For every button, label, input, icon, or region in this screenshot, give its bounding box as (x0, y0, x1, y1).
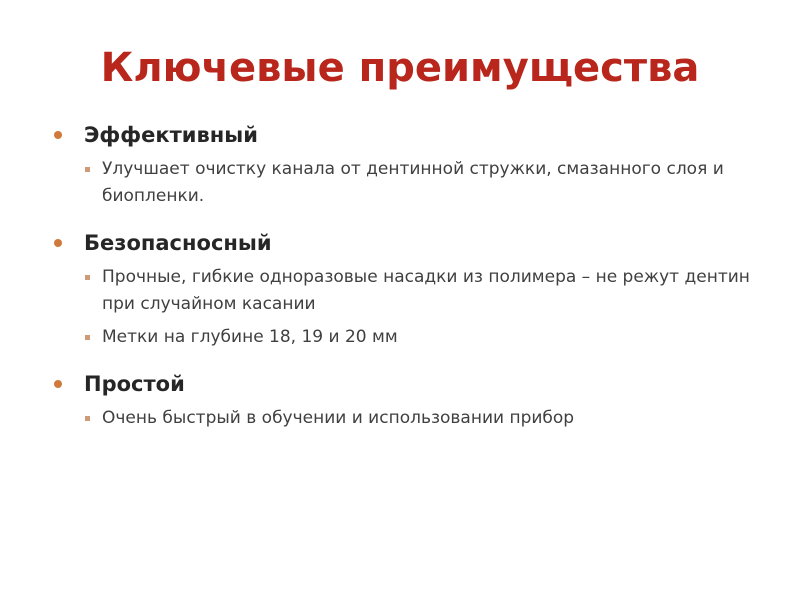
bullet-heading (50, 228, 750, 258)
bullet-dot-icon (54, 239, 62, 247)
sub-bullet-item (50, 156, 750, 210)
square-bullet-icon (85, 275, 90, 280)
sub-bullet-text: Очень быстрый в обучении и использовании прибор (102, 408, 575, 428)
slide-content (50, 120, 750, 450)
section-simple (50, 369, 750, 432)
square-bullet-icon (85, 167, 90, 172)
section-safe (50, 228, 750, 351)
sub-bullet-text: Улучшает очистку канала от дентинной стружки, смазанного слоя и биопленки. (102, 159, 724, 206)
bullet-dot-icon (54, 380, 62, 388)
slide-title: Ключевые преимущества (100, 45, 700, 91)
square-bullet-icon (85, 335, 90, 340)
heading-text: Простой (84, 372, 185, 396)
heading-text: Эффективный (84, 123, 258, 147)
bullet-heading (50, 120, 750, 150)
sub-bullet-text: Метки на глубине 18, 19 и 20 мм (102, 327, 398, 347)
sub-bullet-item (50, 324, 750, 351)
square-bullet-icon (85, 416, 90, 421)
section-effective (50, 120, 750, 210)
sub-bullet-text: Прочные, гибкие одноразовые насадки из полимера – не режут дентин при случайном касании (102, 267, 750, 314)
bullet-heading (50, 369, 750, 399)
sub-bullet-item (50, 405, 750, 432)
sub-bullet-item (50, 264, 750, 318)
bullet-dot-icon (54, 131, 62, 139)
heading-text: Безопасносный (84, 231, 272, 255)
